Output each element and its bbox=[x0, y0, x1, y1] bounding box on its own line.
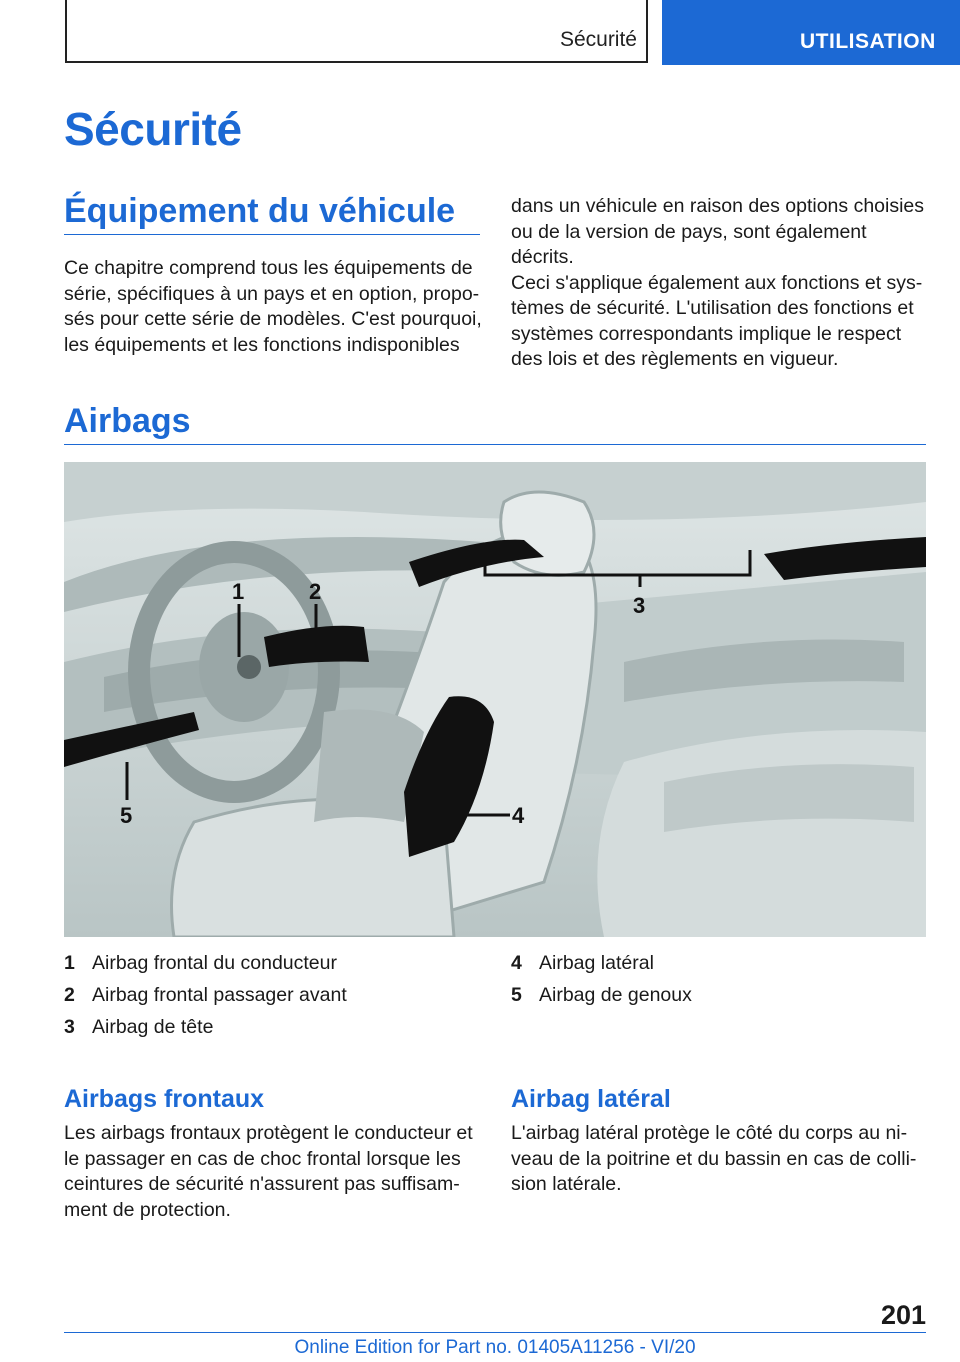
footer-edition-link[interactable]: Online Edition for Part no. 01405A11256 - VI/20 bbox=[294, 1337, 696, 1358]
legend-number: 3 bbox=[64, 1016, 75, 1038]
text-line: des lois et des règlements en vigueur. bbox=[511, 348, 839, 370]
text-line: systèmes correspondants implique le respect bbox=[511, 322, 902, 345]
legend-item bbox=[511, 983, 931, 1007]
frontal-airbags-text bbox=[64, 1121, 484, 1223]
text-line: ceintures de sécurité n'assurent pas suffisam- bbox=[64, 1173, 460, 1195]
callout-5: 5 bbox=[120, 803, 133, 828]
airbag-illustration bbox=[64, 462, 926, 937]
airbag-legend-left bbox=[64, 951, 484, 1039]
legend-label: Airbag latéral bbox=[539, 952, 654, 974]
callout-1: 1 bbox=[232, 579, 245, 604]
legend-number: 2 bbox=[64, 984, 75, 1006]
airbags-heading: Airbags bbox=[64, 402, 191, 440]
text-line: ment de protection. bbox=[64, 1198, 231, 1221]
page-number: 201 bbox=[880, 1300, 926, 1330]
text-line: Les airbags frontaux protègent le conducteur et bbox=[64, 1122, 473, 1144]
frontal-airbags-heading: Airbags frontaux bbox=[64, 1085, 265, 1113]
text-line: série, spécifiques à un pays et en option, propo- bbox=[64, 282, 480, 305]
text-line: L'airbag latéral protège le côté du corps au ni- bbox=[511, 1122, 908, 1144]
text-line: Ceci s'applique également aux fonctions et sys- bbox=[511, 271, 923, 294]
callout-2: 2 bbox=[309, 579, 322, 604]
equipment-heading-rule bbox=[64, 234, 480, 235]
text-line: sés pour cette série de modèles. C'est pourquoi, bbox=[64, 308, 482, 330]
legend-item bbox=[64, 1015, 484, 1039]
legend-label: Airbag de tête bbox=[92, 1016, 214, 1038]
airbag-legend-right bbox=[511, 951, 931, 1007]
side-airbag-text bbox=[511, 1121, 931, 1198]
text-line: ou de la version de pays, sont également décrits. bbox=[511, 220, 867, 268]
legend-item bbox=[511, 951, 931, 975]
legend-label: Airbag de genoux bbox=[539, 984, 692, 1006]
legend-number: 4 bbox=[511, 952, 522, 974]
legend-number: 1 bbox=[64, 952, 75, 974]
text-line: Ce chapitre comprend tous les équipements de bbox=[64, 257, 473, 279]
footer-rule bbox=[64, 1332, 926, 1333]
legend-item bbox=[64, 951, 484, 975]
page-title: Sécurité bbox=[64, 103, 242, 155]
text-line: dans un véhicule en raison des options choisies bbox=[511, 195, 925, 217]
text-line: sion latérale. bbox=[511, 1173, 622, 1195]
text-line: veau de la poitrine et du bassin en cas de colli- bbox=[511, 1147, 917, 1170]
car-interior-drawing bbox=[64, 462, 926, 937]
text-line: le passager en cas de choc frontal lorsque les bbox=[64, 1147, 461, 1170]
equipment-text-left bbox=[64, 256, 484, 358]
callout-3: 3 bbox=[633, 593, 646, 618]
airbags-heading-rule bbox=[64, 444, 926, 445]
callout-4: 4 bbox=[512, 803, 525, 828]
legend-number: 5 bbox=[511, 984, 522, 1006]
legend-label: Airbag frontal passager avant bbox=[92, 984, 347, 1006]
side-airbag-heading: Airbag latéral bbox=[511, 1085, 671, 1113]
equipment-text-right bbox=[511, 194, 931, 373]
equipment-heading: Équipement du véhicule bbox=[64, 192, 456, 230]
legend-label: Airbag frontal du conducteur bbox=[92, 952, 337, 974]
text-line: les équipements et les fonctions indisponibles bbox=[64, 333, 460, 356]
header-chapter-tab[interactable]: UTILISATION bbox=[662, 0, 960, 65]
text-line: tèmes de sécurité. L'utilisation des fonctions et bbox=[511, 297, 914, 319]
legend-item bbox=[64, 983, 484, 1007]
header-section-label: Sécurité bbox=[559, 28, 637, 51]
